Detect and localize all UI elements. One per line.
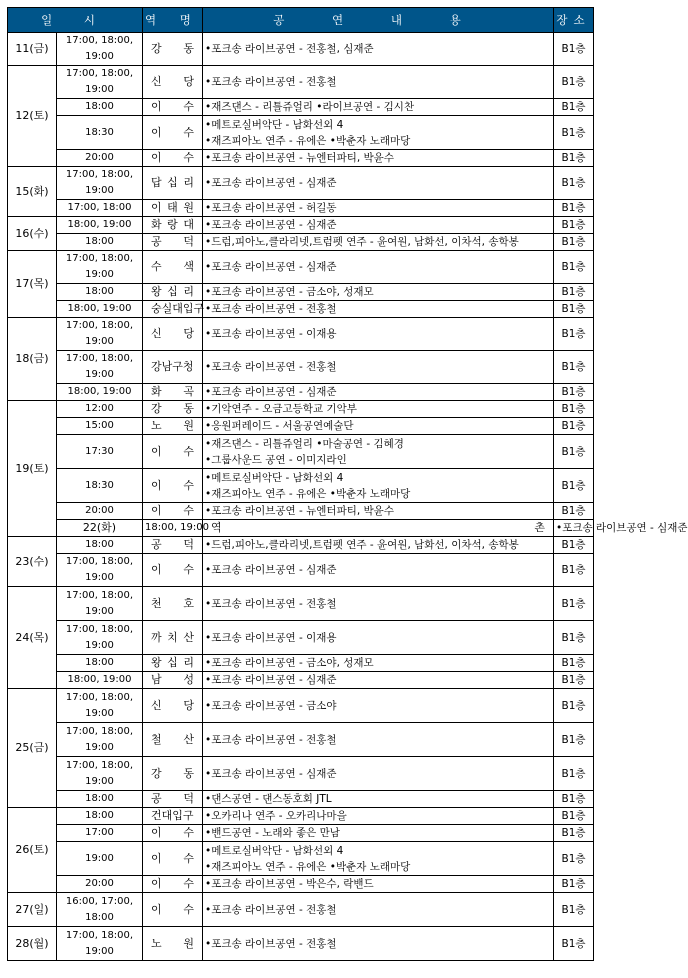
table-row — [8, 116, 594, 150]
time-cell — [57, 927, 143, 961]
content-cell — [203, 757, 554, 791]
time-cell — [57, 167, 143, 200]
time-cell — [57, 537, 143, 554]
station-cell: 신 당 — [143, 66, 203, 99]
time-line: 19:00 — [85, 369, 114, 380]
time-line: 17:00, 18:00, — [65, 929, 134, 941]
station-cell: 건대입구 — [143, 808, 203, 825]
content-cell — [203, 401, 554, 418]
time-cell — [57, 401, 143, 418]
content-line: •응원퍼레이드 - 서울공연예술단 — [205, 420, 354, 432]
place-cell: B1층 — [554, 435, 594, 469]
content-line: •그룹사운드 공연 - 이미지라인 — [205, 453, 347, 466]
station-cell: 노 원 — [143, 927, 203, 961]
time-cell — [57, 554, 143, 587]
header-place: 장소 — [554, 8, 594, 33]
time-cell — [57, 251, 143, 284]
date-cell: 12(토) — [8, 66, 57, 167]
table-row — [8, 150, 594, 167]
content-line: •포크송 라이브공연 - 전홍철, 심재준 — [205, 43, 374, 55]
time-line: 19:00 — [85, 51, 114, 62]
table-row — [8, 537, 594, 554]
content-line: •포크송 라이브공연 - 심재준 — [205, 674, 337, 686]
station-cell: 이 수 — [143, 825, 203, 842]
time-cell — [57, 689, 143, 723]
station-cell: 천 호 — [143, 587, 203, 621]
content-cell — [203, 469, 554, 503]
place-cell: B1층 — [554, 808, 594, 825]
content-line: •드럼,피아노,클라리넷,트럼펫 연주 - 윤여원, 남화선, 이차석, 송학봉 — [205, 539, 519, 551]
content-cell — [203, 842, 554, 876]
time-line: 17:00, 18:00, — [65, 623, 134, 635]
station-cell: 숭실대입구 — [143, 301, 203, 318]
place-cell: B1층 — [554, 537, 594, 554]
place-cell: B1층 — [554, 587, 594, 621]
time-cell — [57, 672, 143, 689]
station-cell: 화 곡 — [143, 384, 203, 401]
time-cell — [57, 116, 143, 150]
content-line: •포크송 라이브공연 - 전홍철 — [205, 937, 337, 950]
header-date-time: 일 시 — [8, 8, 143, 33]
time-cell — [57, 791, 143, 808]
time-line: 18:00, 19:00 — [67, 303, 132, 314]
table-row — [8, 876, 594, 893]
content-cell — [203, 33, 554, 66]
station-cell: 수 색 — [143, 251, 203, 284]
place-cell: B1층 — [554, 689, 594, 723]
time-line: 19:00 — [85, 605, 114, 617]
place-cell: B1층 — [554, 927, 594, 961]
content-line: •메트로실버악단 - 남화선외 4 — [205, 844, 344, 857]
date-cell: 17(목) — [8, 251, 57, 318]
time-line: 19:00 — [85, 84, 114, 95]
date-cell: 15(화) — [8, 167, 57, 217]
time-line: 17:00, 18:00, — [65, 759, 134, 771]
content-line: •포크송 라이브공연 - 전홍철 — [205, 76, 337, 88]
content-cell — [203, 621, 554, 655]
time-line: 18:00 — [85, 101, 114, 112]
place-cell: B1층 — [554, 621, 594, 655]
station-cell: 왕 십 리 — [143, 284, 203, 301]
time-cell — [57, 655, 143, 672]
station-cell: 이 수 — [143, 99, 203, 116]
header-row — [8, 8, 594, 33]
content-line: •포크송 라이브공연 - 전홍철 — [205, 361, 337, 373]
time-cell — [57, 825, 143, 842]
table-row — [8, 99, 594, 116]
date-cell: 28(월) — [8, 927, 57, 961]
table-row — [8, 384, 594, 401]
place-cell: B1층 — [554, 791, 594, 808]
time-line: 18:00 — [85, 539, 114, 550]
content-cell — [203, 503, 554, 520]
table-row — [8, 757, 594, 791]
time-cell — [57, 318, 143, 351]
header-station: 역 명 — [143, 8, 203, 33]
station-cell: 까 치 산 — [143, 621, 203, 655]
time-cell — [57, 418, 143, 435]
content-line: •포크송 라이브공연 - 뉴엔터파티, 박윤수 — [205, 152, 394, 164]
content-line: •포크송 라이브공연 - 이재용 — [205, 328, 337, 340]
time-line: 19:00 — [85, 775, 114, 787]
place-cell: B1층 — [554, 672, 594, 689]
content-line: •재즈댄스 - 리틀쥬얼리 •마술공연 - 김혜경 — [205, 437, 404, 450]
time-line: 19:00 — [85, 741, 114, 753]
time-line: 18:00 — [85, 810, 114, 821]
time-cell — [57, 808, 143, 825]
place-cell: B1층 — [554, 66, 594, 99]
station-cell: 이 수 — [143, 116, 203, 150]
table-row — [8, 33, 594, 66]
date-cell: 24(목) — [8, 587, 57, 689]
content-cell — [203, 301, 554, 318]
table-row — [8, 418, 594, 435]
content-cell — [203, 318, 554, 351]
place-cell: B1층 — [554, 655, 594, 672]
time-line: 19:00 — [85, 572, 114, 583]
table-row — [8, 842, 594, 876]
time-cell — [57, 99, 143, 116]
content-cell — [203, 825, 554, 842]
station-cell: 이 수 — [143, 150, 203, 167]
time-cell — [57, 33, 143, 66]
time-cell — [57, 351, 143, 384]
station-cell: 남 성 — [143, 672, 203, 689]
content-line: •재즈피아노 연주 - 유에은 •박춘자 노래마당 — [205, 134, 411, 147]
place-cell: B1층 — [554, 893, 594, 927]
content-line: •드럼,피아노,클라리넷,트럼펫 연주 - 윤여원, 남화선, 이차석, 송학봉 — [205, 236, 519, 248]
place-cell: B1층 — [554, 99, 594, 116]
table-row — [8, 672, 594, 689]
table-row — [8, 825, 594, 842]
content-cell — [203, 537, 554, 554]
time-cell — [57, 757, 143, 791]
schedule-table — [7, 7, 688, 961]
schedule-document — [7, 7, 688, 961]
table-row — [8, 893, 594, 927]
content-line: •재즈피아노 연주 - 유에은 •박춘자 노래마당 — [205, 860, 411, 873]
time-line: 17:00, 18:00, — [65, 253, 134, 264]
time-cell — [57, 200, 143, 217]
date-cell: 25(금) — [8, 689, 57, 808]
content-line: •메트로실버악단 - 남화선외 4 — [205, 471, 344, 484]
content-line: •포크송 라이브공연 - 심재준 — [205, 386, 337, 398]
table-row — [8, 927, 594, 961]
content-cell — [554, 520, 688, 537]
time-cell — [57, 621, 143, 655]
header-content: 공 연 내 용 — [203, 8, 554, 33]
content-line: •포크송 라이브공연 - 전홍철 — [205, 303, 337, 315]
table-row — [8, 469, 594, 503]
content-cell — [203, 200, 554, 217]
table-row — [8, 251, 594, 284]
time-line: 20:00 — [85, 878, 114, 889]
time-line: 18:00, 19:00 — [67, 219, 132, 230]
content-line: •포크송 라이브공연 - 금소야, 성재모 — [205, 286, 374, 298]
station-cell: 이 수 — [143, 503, 203, 520]
content-cell — [203, 351, 554, 384]
station-cell: 강 동 — [143, 33, 203, 66]
time-cell — [57, 384, 143, 401]
time-line: 17:00, 18:00, — [65, 169, 134, 180]
station-cell: 신 당 — [143, 689, 203, 723]
content-line: •포크송 라이브공연 - 이재용 — [205, 631, 337, 644]
content-cell — [203, 217, 554, 234]
table-row — [8, 689, 594, 723]
content-cell — [203, 808, 554, 825]
time-cell — [57, 301, 143, 318]
table-row — [8, 435, 594, 469]
table-row — [8, 621, 594, 655]
time-line: 18:30 — [85, 479, 114, 491]
content-cell — [203, 167, 554, 200]
time-line: 19:00 — [85, 185, 114, 196]
time-line: 19:00 — [85, 707, 114, 719]
table-row — [8, 301, 594, 318]
station-cell: 이 수 — [143, 876, 203, 893]
time-line: 17:00, 18:00, — [65, 320, 134, 331]
content-line: •댄스공연 - 댄스동호회 JTL — [205, 793, 332, 805]
station-cell: 이 수 — [143, 842, 203, 876]
table-row — [8, 351, 594, 384]
table-row — [8, 655, 594, 672]
table-row — [8, 217, 594, 234]
content-cell — [203, 554, 554, 587]
time-line: 15:00 — [85, 420, 114, 431]
content-line: •밴드공연 - 노래와 좋은 만남 — [205, 827, 340, 839]
station-cell: 공 덕 — [143, 234, 203, 251]
time-line: 20:00 — [85, 505, 114, 516]
station-cell: 강남구청 — [143, 351, 203, 384]
content-line: •포크송 라이브공연 - 전홍철 — [205, 597, 337, 610]
time-line: 18:00 — [85, 286, 114, 297]
content-line: •포크송 라이브공연 - 허길동 — [205, 202, 337, 214]
time-line: 19:00 — [85, 639, 114, 651]
date-cell: 16(수) — [8, 217, 57, 251]
time-line: 17:00, 18:00, — [65, 556, 134, 567]
time-line: 12:00 — [85, 403, 114, 414]
time-line: 18:00, 19:00 — [145, 522, 209, 533]
station-cell: 강 동 — [143, 401, 203, 418]
station-cell: 강 동 — [143, 757, 203, 791]
place-cell: B1층 — [554, 351, 594, 384]
place-cell: B1층 — [554, 503, 594, 520]
content-cell — [203, 791, 554, 808]
content-line: •포크송 라이브공연 - 뉴엔터파티, 박윤수 — [205, 505, 394, 517]
time-line: 17:00, 18:00, — [65, 35, 134, 46]
content-cell — [203, 672, 554, 689]
time-line: 18:00 — [85, 793, 114, 804]
date-cell: 26(토) — [8, 808, 57, 893]
place-cell: B1층 — [554, 554, 594, 587]
station-cell: 답 십 리 — [143, 167, 203, 200]
time-cell — [57, 587, 143, 621]
time-line: 19:00 — [85, 336, 114, 347]
content-cell — [203, 66, 554, 99]
content-line: •포크송 라이브공연 - 심재준 — [205, 219, 337, 231]
station-cell: 이 수 — [143, 554, 203, 587]
time-line: 18:00 — [85, 911, 114, 923]
content-line: •포크송 라이브공연 - 금소야 — [205, 699, 337, 712]
time-line: 17:00, 18:00, — [65, 691, 134, 703]
table-row — [8, 284, 594, 301]
time-line: 18:00 — [85, 236, 114, 247]
content-cell — [203, 384, 554, 401]
time-cell — [57, 876, 143, 893]
time-line: 16:00, 17:00, — [65, 895, 134, 907]
station-cell: 이 수 — [143, 893, 203, 927]
place-cell: B1층 — [554, 469, 594, 503]
station-cell: 이 태 원 — [143, 200, 203, 217]
station-cell: 노 원 — [143, 418, 203, 435]
date-cell: 19(토) — [8, 401, 57, 537]
content-line: •재즈댄스 - 리틀쥬얼리 •라이브공연 - 김시찬 — [205, 101, 415, 113]
time-line: 20:00 — [85, 152, 114, 163]
content-cell — [203, 655, 554, 672]
place-cell: B1층 — [554, 33, 594, 66]
table-row — [8, 791, 594, 808]
time-line: 17:00, 18:00, — [65, 589, 134, 601]
table-row — [8, 587, 594, 621]
station-cell: 공 덕 — [143, 791, 203, 808]
table-row — [8, 200, 594, 217]
table-row — [8, 808, 594, 825]
content-cell — [203, 418, 554, 435]
station-cell: 공 덕 — [143, 537, 203, 554]
date-cell: 27(일) — [8, 893, 57, 927]
time-cell — [57, 469, 143, 503]
date-cell: 23(수) — [8, 537, 57, 587]
date-cell: 22(화) — [57, 520, 143, 537]
table-row — [8, 554, 594, 587]
place-cell: B1층 — [554, 825, 594, 842]
content-cell — [203, 689, 554, 723]
station-cell: 이 수 — [143, 469, 203, 503]
place-cell: B1층 — [554, 757, 594, 791]
content-line: •포크송 라이브공연 - 심재준 — [205, 261, 337, 273]
table-row — [8, 167, 594, 200]
place-cell: B1층 — [554, 200, 594, 217]
table-row — [8, 318, 594, 351]
time-line: 17:00, 18:00, — [65, 68, 134, 79]
place-cell: B1층 — [554, 401, 594, 418]
content-cell — [203, 99, 554, 116]
place-cell: B1층 — [554, 217, 594, 234]
time-cell — [143, 520, 209, 537]
time-cell — [57, 284, 143, 301]
time-cell — [57, 723, 143, 757]
time-line: 18:30 — [85, 126, 114, 138]
time-line: 18:00 — [85, 657, 114, 668]
schedule-body — [8, 33, 688, 961]
content-line: •오카리나 연주 - 오카리나마을 — [205, 810, 347, 822]
station-cell: 이 수 — [143, 435, 203, 469]
content-cell — [203, 587, 554, 621]
time-cell — [57, 503, 143, 520]
time-cell — [57, 150, 143, 167]
date-cell: 18(금) — [8, 318, 57, 401]
time-line: 17:00, 18:00, — [65, 353, 134, 364]
place-cell: B1층 — [554, 876, 594, 893]
place-cell: B1층 — [554, 723, 594, 757]
place-cell: B1층 — [554, 418, 594, 435]
table-row — [8, 401, 594, 418]
time-line: 19:00 — [85, 945, 114, 957]
date-cell: 11(금) — [8, 33, 57, 66]
time-line: 17:30 — [85, 445, 114, 457]
time-line: 17:00, 18:00 — [67, 202, 132, 213]
content-cell — [203, 150, 554, 167]
table-row — [8, 234, 594, 251]
table-row — [8, 503, 594, 520]
place-cell: B1층 — [554, 116, 594, 150]
content-cell — [203, 876, 554, 893]
place-cell: B1층 — [554, 384, 594, 401]
station-cell: 철 산 — [143, 723, 203, 757]
content-cell — [203, 116, 554, 150]
content-cell — [203, 893, 554, 927]
place-cell: B1층 — [554, 167, 594, 200]
content-line: •기악연주 - 오금고등학교 기악부 — [205, 403, 357, 415]
content-line: •포크송 라이브공연 - 전홍철 — [205, 903, 337, 916]
content-line: •포크송 라이브공연 - 전홍철 — [205, 733, 337, 746]
content-cell — [203, 284, 554, 301]
time-cell — [57, 66, 143, 99]
time-line: 17:00, 18:00, — [65, 725, 134, 737]
place-cell: B1층 — [554, 284, 594, 301]
table-row — [8, 723, 594, 757]
time-cell — [57, 893, 143, 927]
time-line: 19:00 — [85, 852, 114, 864]
time-line: 18:00, 19:00 — [67, 386, 132, 397]
content-cell — [203, 234, 554, 251]
station-cell: 신 당 — [143, 318, 203, 351]
place-cell: B1층 — [554, 842, 594, 876]
content-cell — [203, 723, 554, 757]
content-line: •메트로실버악단 - 남화선외 4 — [205, 118, 344, 131]
station-cell: 역 촌 — [203, 520, 554, 537]
place-cell: B1층 — [554, 301, 594, 318]
content-line: •포크송 라이브공연 - 심재준 — [205, 564, 337, 576]
time-line: 19:00 — [85, 269, 114, 280]
time-cell — [57, 842, 143, 876]
time-cell — [57, 217, 143, 234]
content-cell — [203, 251, 554, 284]
content-line: •포크송 라이브공연 - 금소야, 성재모 — [205, 657, 374, 669]
place-cell: B1층 — [554, 234, 594, 251]
content-line: •포크송 라이브공연 - 박은수, 락밴드 — [205, 878, 374, 890]
time-cell — [57, 234, 143, 251]
time-line: 18:00, 19:00 — [67, 674, 132, 685]
place-cell: B1층 — [554, 318, 594, 351]
place-cell: B1층 — [554, 150, 594, 167]
content-line: •포크송 라이브공연 - 심재준 — [556, 522, 688, 534]
content-line: •포크송 라이브공연 - 심재준 — [205, 767, 337, 780]
station-cell: 왕 십 리 — [143, 655, 203, 672]
table-row — [8, 66, 594, 99]
station-cell: 화 랑 대 — [143, 217, 203, 234]
time-line: 17:00 — [85, 827, 114, 838]
time-cell — [57, 435, 143, 469]
place-cell: B1층 — [554, 251, 594, 284]
content-line: •재즈피아노 연주 - 유에은 •박춘자 노래마당 — [205, 487, 411, 500]
content-line: •포크송 라이브공연 - 심재준 — [205, 177, 337, 189]
content-cell — [203, 435, 554, 469]
content-cell — [203, 927, 554, 961]
table-row — [8, 520, 594, 537]
